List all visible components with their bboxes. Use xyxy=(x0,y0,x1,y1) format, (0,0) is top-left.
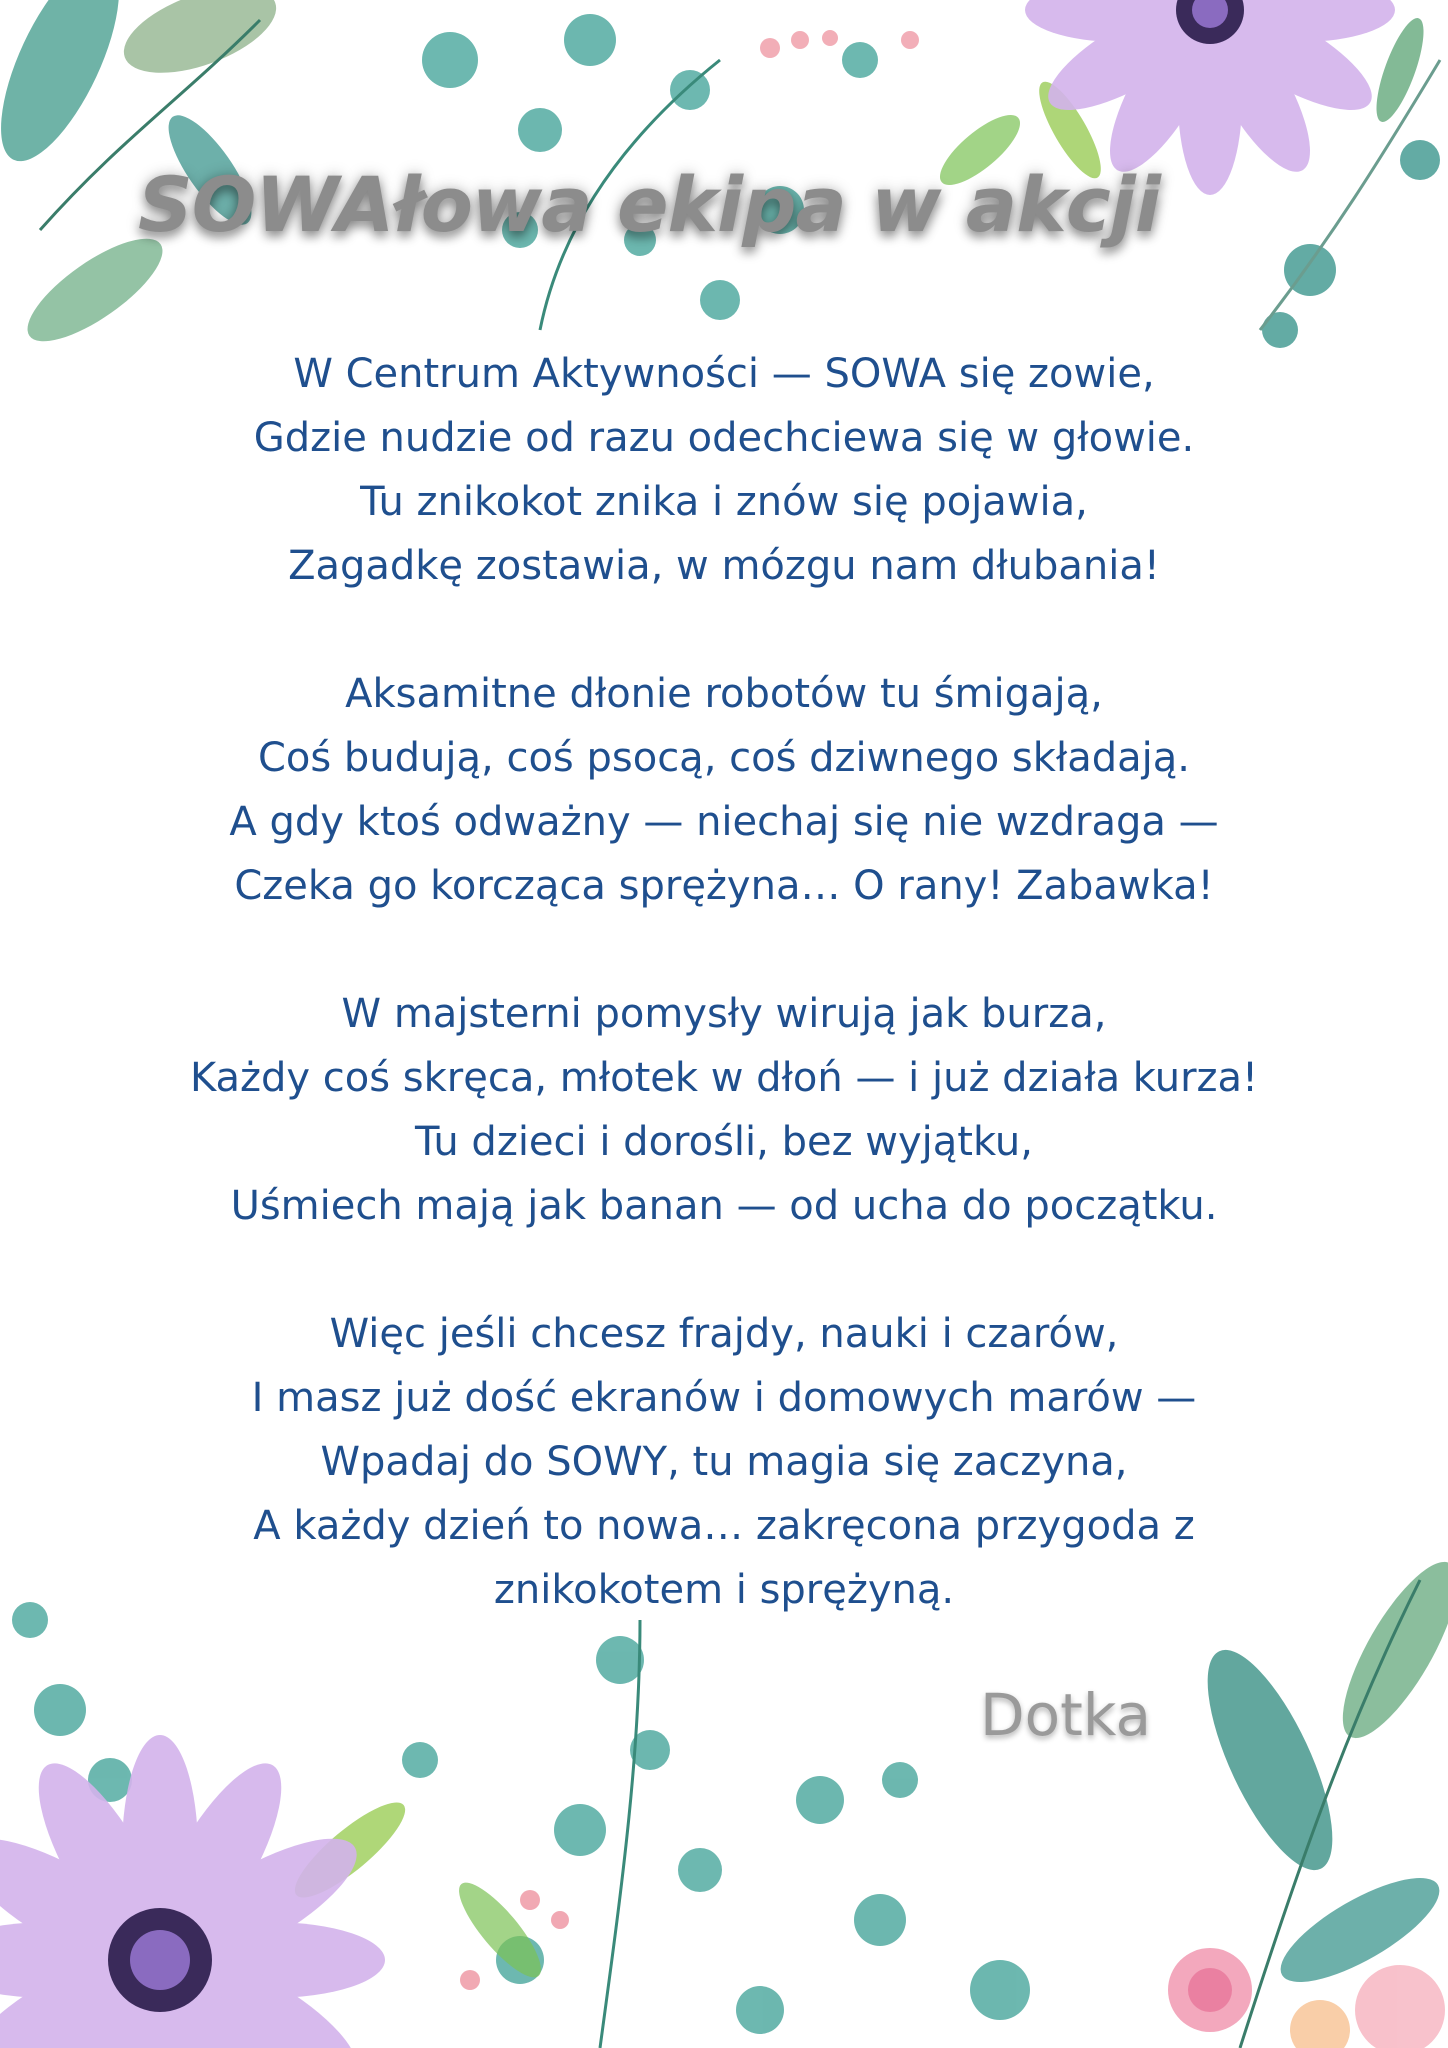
poem-line: Coś budują, coś psocą, coś dziwnego składają. xyxy=(257,735,1191,781)
poem-body xyxy=(0,342,1448,1686)
poem-line: A każdy dzień to nowa… zakręcona przygoda z xyxy=(253,1503,1195,1549)
poem-line: Więc jeśli chcesz frajdy, nauki i czarów, xyxy=(329,1311,1119,1357)
poem-line: Aksamitne dłonie robotów tu śmigają, xyxy=(345,671,1103,717)
poem-line: W Centrum Aktywności — SOWA się zowie, xyxy=(293,351,1155,397)
author-signature: Dotka xyxy=(980,1681,1151,1749)
berries xyxy=(760,30,919,58)
poem-line: Wpadaj do SOWY, tu magia się zaczyna, xyxy=(320,1439,1128,1485)
poem-title: SOWAłowa ekipa w akcji xyxy=(138,160,1160,249)
poem-line: W majsterni pomysły wirują jak burza, xyxy=(341,991,1107,1037)
poem-line: Tu znikokot znika i znów się pojawia, xyxy=(360,479,1088,525)
poem-line: Tu dzieci i dorośli, bez wyjątku, xyxy=(415,1119,1033,1165)
bottom-left-flower xyxy=(0,1735,385,2048)
stanza-3 xyxy=(0,982,1448,1238)
stanza-4 xyxy=(0,1302,1448,1622)
poem-line: Zagadkę zostawia, w mózgu nam dłubania! xyxy=(288,543,1160,589)
poem-line: Uśmiech mają jak banan — od ucha do początku. xyxy=(230,1183,1218,1229)
poem-line: A gdy ktoś odważny — niechaj się nie wzdraga — xyxy=(229,799,1219,845)
stanza-1 xyxy=(0,342,1448,598)
poem-line: Każdy coś skręca, młotek w dłoń — i już działa kurza! xyxy=(189,1055,1259,1101)
poem-line: Czeka go korcząca sprężyna… O rany! Zabawka! xyxy=(234,863,1214,909)
poem-line: I masz już dość ekranów i domowych marów — xyxy=(251,1375,1197,1421)
poem-line: znikokotem i sprężyną. xyxy=(493,1567,955,1613)
stanza-2 xyxy=(0,662,1448,918)
poem-line: Gdzie nudzie od razu odechciewa się w głowie. xyxy=(253,415,1195,461)
